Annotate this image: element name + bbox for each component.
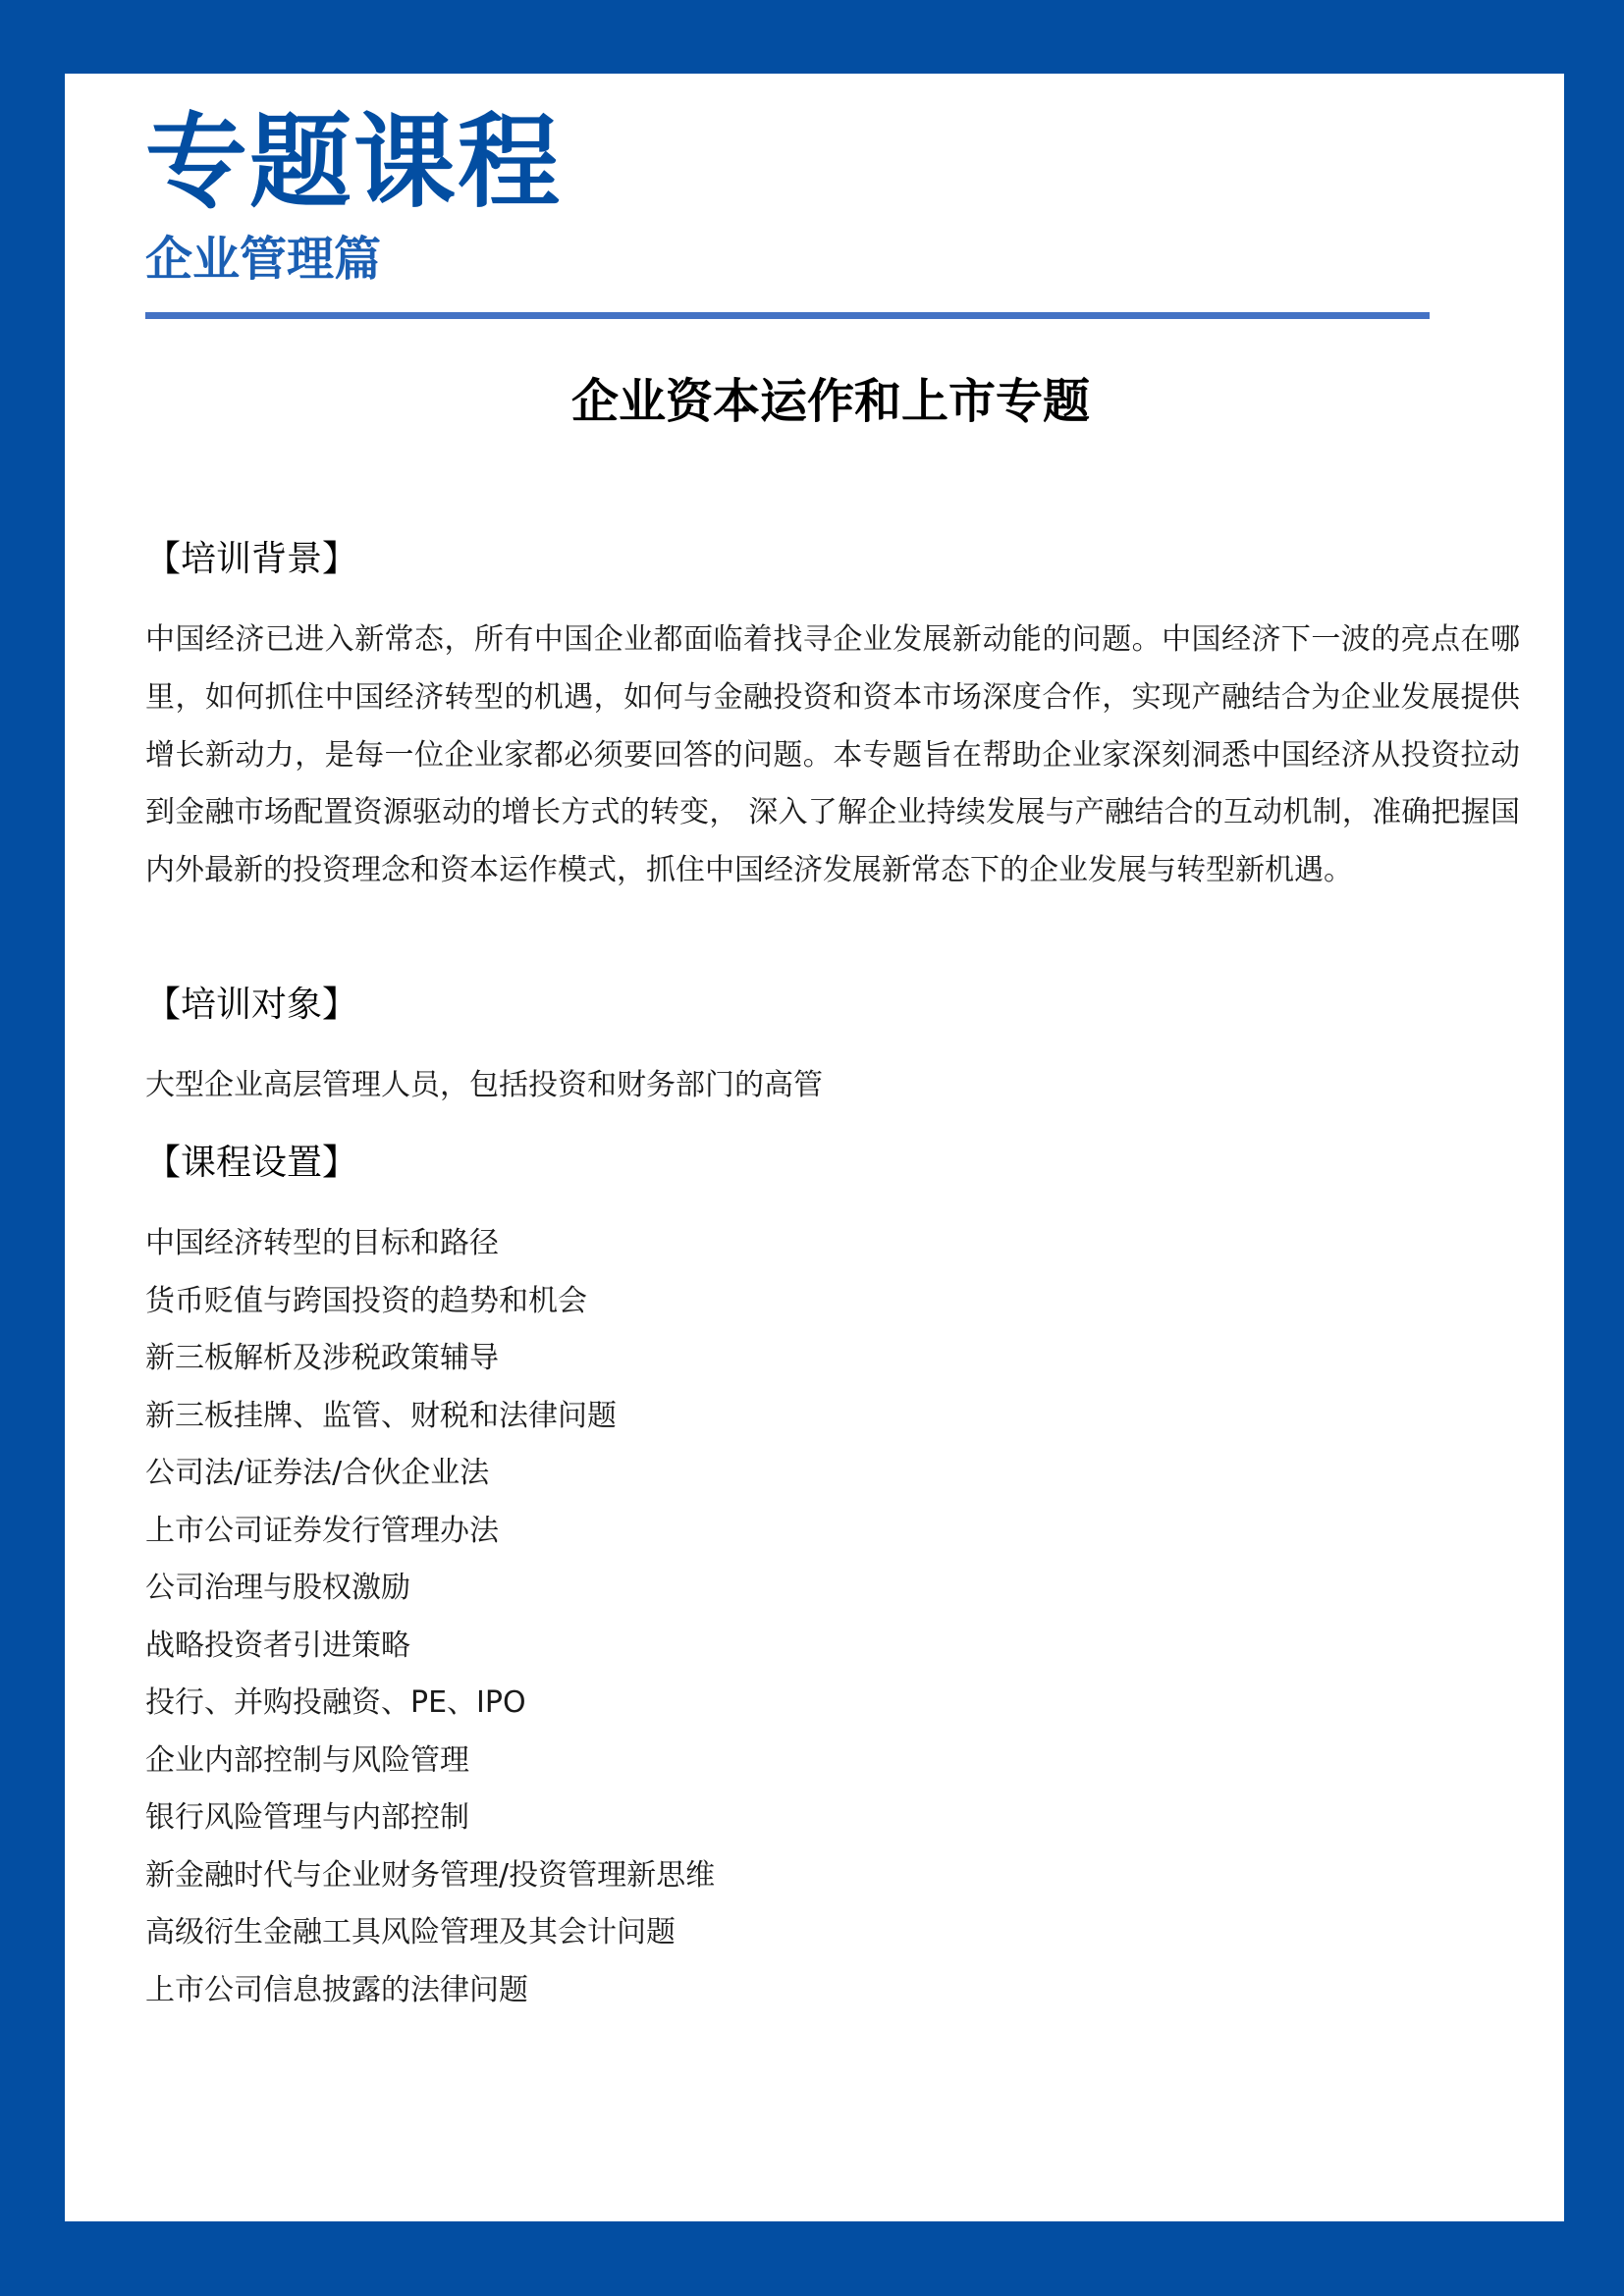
course-item: 新金融时代与企业财务管理/投资管理新思维	[145, 1857, 716, 1893]
document-title: 企业资本运作和上市专题	[570, 374, 1090, 429]
course-item: 中国经济转型的目标和路径	[145, 1226, 499, 1260]
course-item: 公司治理与股权激励	[145, 1571, 410, 1605]
course-item: 银行风险管理与内部控制	[145, 1800, 469, 1835]
page-sheet	[65, 74, 1564, 2221]
course-item: 新三板挂牌、监管、财税和法律问题	[145, 1398, 617, 1433]
section-heading-background: 【培训背景】	[145, 539, 358, 579]
audience-paragraph: 大型企业高层管理人员，包括投资和财务部门的高管	[145, 1068, 823, 1102]
section-heading-audience: 【培训对象】	[145, 985, 358, 1025]
course-item: 企业内部控制与风险管理	[145, 1742, 469, 1778]
header-divider	[145, 312, 1430, 319]
background-paragraph: 中国经济已进入新常态，所有中国企业都面临着找寻企业发展新动能的问题。中国经济下一波的亮点在哪里，如何抓住中国经济转型的机遇，如何与金融投资和资本市场深度合作，实现产融结合为企业发展提供增长新动力，是每一位企业家都必须要回答的问题。本专题旨在帮助企业家深刻洞悉中国经济从投资拉动到金融市场配置资源驱动的增长方式的转变， 深入了解企业持续发展与产融结合的互动机制，准确把握国内外最新的投资理念和资本运作模式，抓住中国经济发展新常态下的企业发展与转型新机遇。	[145, 622, 1520, 888]
course-item: 上市公司信息披露的法律问题	[145, 1972, 528, 2007]
course-item: 高级衍生金融工具风险管理及其会计问题	[145, 1915, 676, 1949]
course-list	[145, 1215, 715, 2019]
course-item: 战略投资者引进策略	[145, 1628, 410, 1663]
course-item: 新三板解析及涉税政策辅导	[145, 1341, 499, 1375]
section-heading-courses: 【课程设置】	[145, 1143, 358, 1183]
header-subtitle: 企业管理篇	[145, 232, 382, 287]
course-item: 上市公司证券发行管理办法	[145, 1513, 499, 1548]
course-item: 货币贬值与跨国投资的趋势和机会	[145, 1283, 587, 1318]
header-title: 专题课程	[145, 102, 563, 222]
course-item: 投行、并购投融资、PE、IPO	[145, 1685, 526, 1720]
course-item: 公司法/证券法/合伙企业法	[145, 1456, 490, 1490]
